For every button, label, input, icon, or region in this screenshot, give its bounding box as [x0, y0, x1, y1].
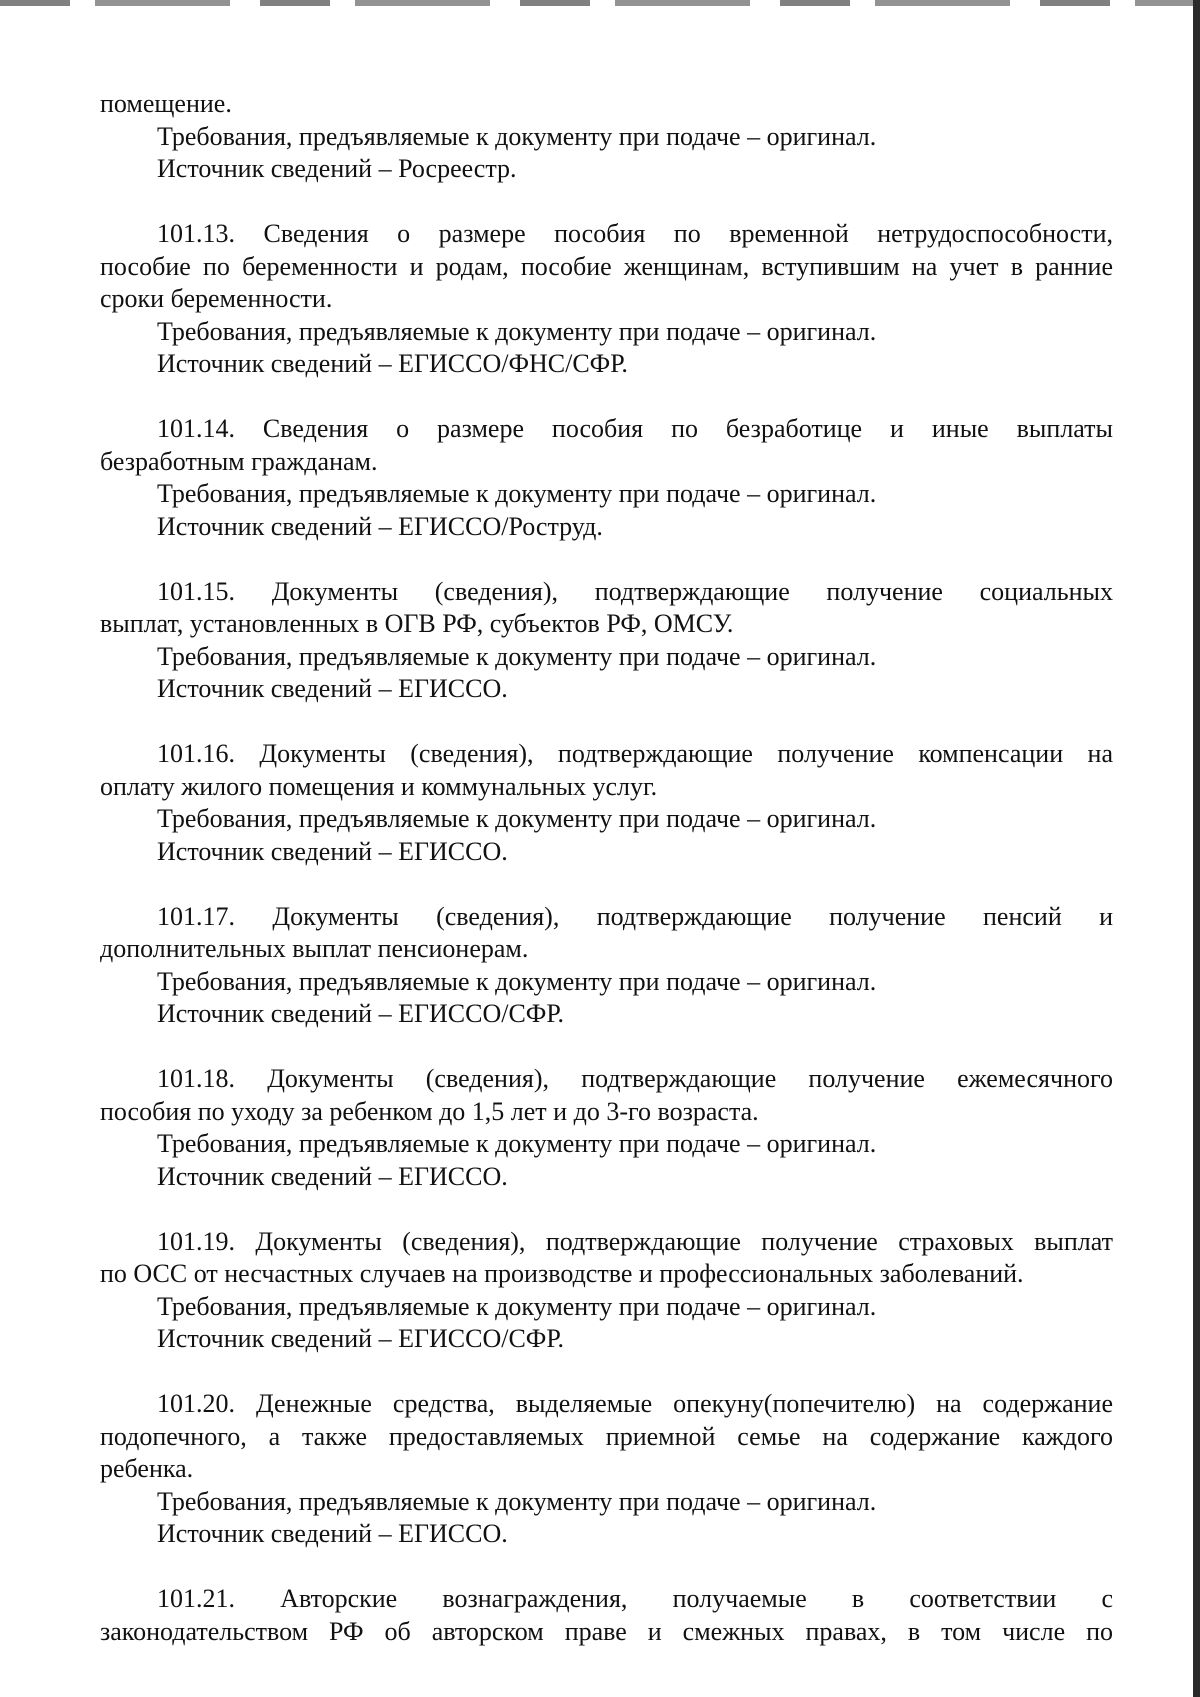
text-line: пособия по уходу за ребенком до 1,5 лет и до 3-го возраста. — [100, 1096, 759, 1126]
text-line: Источник сведений – ЕГИССО. — [157, 836, 508, 866]
scan-top-edge — [0, 0, 1200, 6]
text-line: Требования, предъявляемые к документу при подаче – оригинал. — [157, 804, 877, 833]
text-line: дополнительных выплат пенсионерам. — [100, 934, 529, 963]
clause-heading-101-16: 101.16. Документы (сведения), подтверждающие получение компенсации на — [157, 739, 1113, 768]
text-line: Источник сведений – ЕГИССО/ФНС/СФР. — [157, 349, 628, 378]
text-line: Источник сведений – ЕГИССО/Роструд. — [157, 511, 603, 541]
text-line: Требования, предъявляемые к документу при подаче – оригинал. — [157, 1291, 877, 1321]
text-line: Требования, предъявляемые к документу при подаче – оригинал. — [157, 641, 877, 671]
text-line: подопечного, а также предоставляемых приемной семье на содержание каждого — [100, 1421, 1113, 1451]
clause-heading-101-20: 101.20. Денежные средства, выделяемые опекуну(попечителю) на содержание — [157, 1389, 1113, 1418]
text-line: пособие по беременности и родам, пособие женщинам, вступившим на учет в ранние — [100, 251, 1113, 281]
text-line: ребенка. — [100, 1454, 194, 1483]
text-line: Требования, предъявляемые к документу при подаче – оригинал. — [157, 479, 877, 508]
clause-heading-101-13: 101.13. Сведения о размере пособия по временной нетрудоспособности, — [157, 219, 1113, 248]
text-line: помещение. — [100, 89, 232, 118]
text-line: Требования, предъявляемые к документу при подаче – оригинал. — [157, 316, 877, 346]
text-line: Требования, предъявляемые к документу при подаче – оригинал. — [157, 1129, 877, 1158]
text-line: Источник сведений – ЕГИССО. — [157, 674, 508, 703]
text-line: Требования, предъявляемые к документу при подаче – оригинал. — [157, 1486, 877, 1516]
text-line: законодательством РФ об авторском праве и смежных правах, в том числе по — [100, 1616, 1113, 1646]
clause-heading-101-19: 101.19. Документы (сведения), подтверждающие получение страховых выплат — [157, 1226, 1113, 1256]
document-body — [100, 88, 1113, 1648]
clause-heading-101-17: 101.17. Документы (сведения), подтверждающие получение пенсий и — [157, 901, 1113, 931]
clause-heading-101-21: 101.21. Авторские вознаграждения, получаемые в соответствии с — [157, 1584, 1113, 1613]
text-line: по ОСС от несчастных случаев на производстве и профессиональных заболеваний. — [100, 1259, 1024, 1288]
text-line: выплат, установленных в ОГВ РФ, субъектов РФ, ОМСУ. — [100, 609, 734, 638]
clause-heading-101-14: 101.14. Сведения о размере пособия по безработице и иные выплаты — [157, 414, 1113, 443]
text-line: Источник сведений – ЕГИССО. — [157, 1519, 508, 1548]
text-line: Требования, предъявляемые к документу при подаче – оригинал. — [157, 121, 877, 151]
text-line: оплату жилого помещения и коммунальных услуг. — [100, 771, 658, 801]
text-line: сроки беременности. — [100, 284, 333, 313]
clause-heading-101-18: 101.18. Документы (сведения), подтверждающие получение ежемесячного — [157, 1064, 1113, 1093]
text-line: Источник сведений – ЕГИССО/СФР. — [157, 999, 565, 1028]
text-line: Источник сведений – ЕГИССО/СФР. — [157, 1324, 565, 1353]
text-line: безработным гражданам. — [100, 446, 378, 476]
text-line: Источник сведений – Росреестр. — [157, 154, 517, 183]
clause-heading-101-15: 101.15. Документы (сведения), подтверждающие получение социальных — [157, 576, 1113, 606]
text-line: Требования, предъявляемые к документу при подаче – оригинал. — [157, 966, 877, 996]
text-line: Источник сведений – ЕГИССО. — [157, 1161, 508, 1191]
scan-right-edge — [1193, 0, 1200, 1697]
